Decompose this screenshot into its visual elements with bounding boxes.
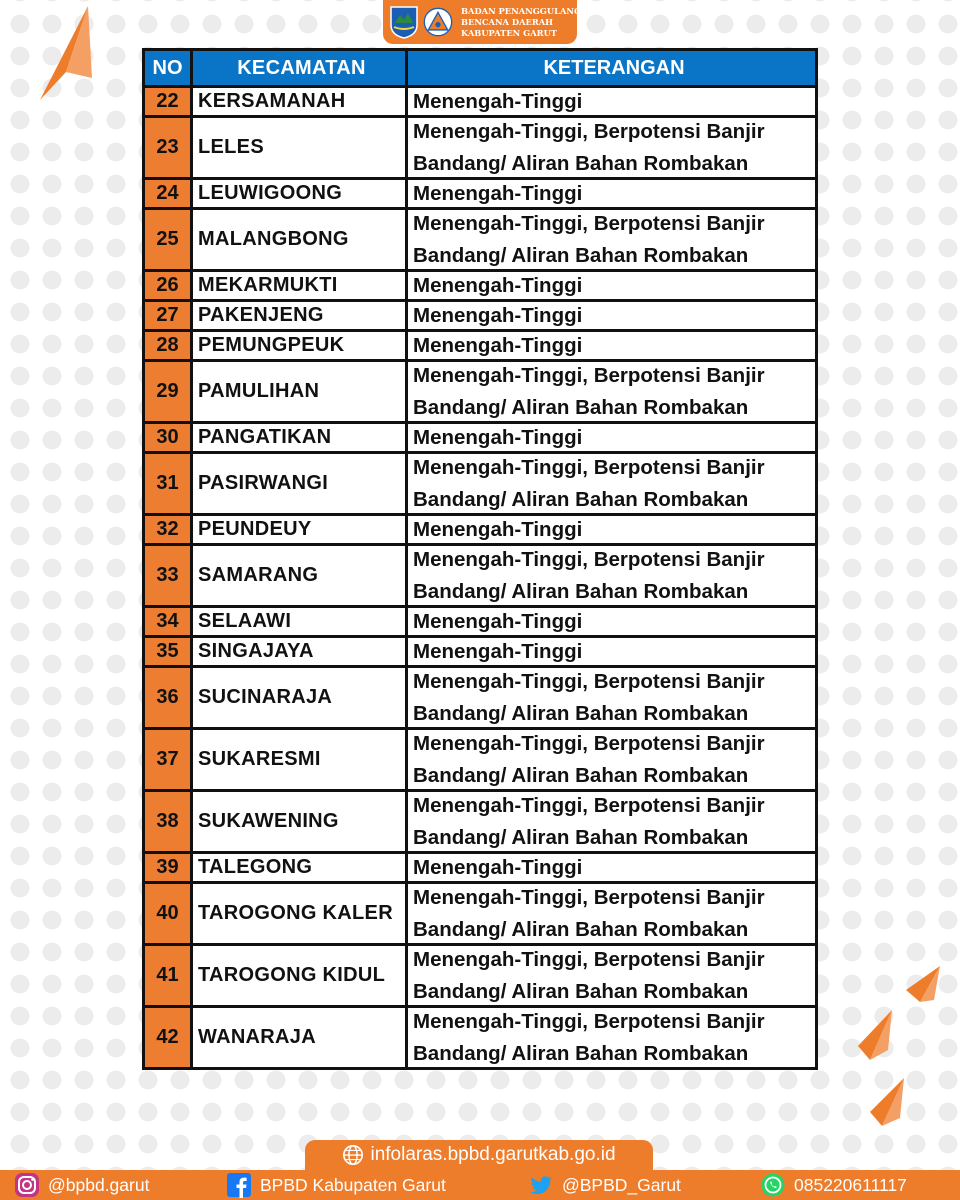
row-number: 29 <box>145 362 193 421</box>
risk-description <box>408 638 815 665</box>
risk-description-line: Bandang/ Aliran Bahan Rombakan <box>413 487 749 511</box>
risk-description-line: Menengah-Tinggi, Berpotensi Banjir <box>413 547 765 571</box>
table-row <box>145 727 815 789</box>
district-name: WANARAJA <box>193 1008 408 1067</box>
instagram-icon <box>14 1172 40 1198</box>
risk-description-line: Menengah-Tinggi <box>413 333 583 357</box>
risk-description-line: Menengah-Tinggi <box>413 181 583 205</box>
district-name: LELES <box>193 118 408 177</box>
table-row <box>145 513 815 543</box>
risk-description-line: Bandang/ Aliran Bahan Rombakan <box>413 243 749 267</box>
risk-description-line: Bandang/ Aliran Bahan Rombakan <box>413 979 749 1003</box>
risk-description <box>408 424 815 451</box>
row-number: 31 <box>145 454 193 513</box>
table-row <box>145 421 815 451</box>
risk-description-line: Menengah-Tinggi, Berpotensi Banjir <box>413 211 765 235</box>
row-number: 36 <box>145 668 193 727</box>
district-name: MALANGBONG <box>193 210 408 269</box>
district-name: MEKARMUKTI <box>193 272 408 299</box>
district-name: SUKAWENING <box>193 792 408 851</box>
twitter-handle: @BPBD_Garut <box>562 1174 681 1195</box>
risk-description-line: Menengah-Tinggi <box>413 855 583 879</box>
district-name: SUKARESMI <box>193 730 408 789</box>
row-number: 42 <box>145 1008 193 1067</box>
district-name: PEMUNGPEUK <box>193 332 408 359</box>
risk-description-line: Menengah-Tinggi, Berpotensi Banjir <box>413 119 765 143</box>
risk-description-line: Menengah-Tinggi, Berpotensi Banjir <box>413 731 765 755</box>
row-number: 34 <box>145 608 193 635</box>
risk-description-line: Menengah-Tinggi <box>413 89 583 113</box>
risk-description-line: Menengah-Tinggi <box>413 517 583 541</box>
website-url: infolaras.bpbd.garutkab.go.id <box>370 1144 616 1165</box>
district-name: SINGAJAYA <box>193 638 408 665</box>
risk-description-line: Bandang/ Aliran Bahan Rombakan <box>413 151 749 175</box>
twitter-bird-icon <box>528 1172 554 1198</box>
risk-description-line: Bandang/ Aliran Bahan Rombakan <box>413 825 749 849</box>
risk-description <box>408 362 815 421</box>
whatsapp-number: 085220611117 <box>794 1174 907 1195</box>
risk-description-line: Menengah-Tinggi <box>413 425 583 449</box>
instagram-link[interactable] <box>14 1172 149 1198</box>
risk-description <box>408 792 815 851</box>
globe-icon <box>342 1144 364 1166</box>
row-number: 39 <box>145 854 193 881</box>
row-number: 32 <box>145 516 193 543</box>
agency-name <box>461 6 595 39</box>
table-row <box>145 881 815 943</box>
risk-description <box>408 332 815 359</box>
row-number: 28 <box>145 332 193 359</box>
table-row <box>145 789 815 851</box>
table-row <box>145 177 815 207</box>
row-number: 37 <box>145 730 193 789</box>
orange-shard-decoration-bottom-right <box>848 960 948 1140</box>
district-name: SAMARANG <box>193 546 408 605</box>
facebook-icon <box>226 1172 252 1198</box>
risk-description-line: Menengah-Tinggi, Berpotensi Banjir <box>413 363 765 387</box>
row-number: 35 <box>145 638 193 665</box>
risk-description-line: Bandang/ Aliran Bahan Rombakan <box>413 701 749 725</box>
table-row <box>145 543 815 605</box>
whatsapp-icon <box>760 1172 786 1198</box>
district-name: TALEGONG <box>193 854 408 881</box>
risk-description <box>408 546 815 605</box>
agency-header-badge <box>383 0 596 44</box>
agency-line-2: BENCANA DAERAH <box>461 16 553 27</box>
district-risk-table <box>142 48 818 1070</box>
risk-description <box>408 210 815 269</box>
risk-description <box>408 516 815 543</box>
district-name: PEUNDEUY <box>193 516 408 543</box>
district-name: SELAAWI <box>193 608 408 635</box>
risk-description <box>408 854 815 881</box>
district-name: TAROGONG KALER <box>193 884 408 943</box>
risk-description <box>408 302 815 329</box>
instagram-handle: @bpbd.garut <box>48 1174 150 1195</box>
agency-line-1: BADAN PENANGGULANGAN <box>461 5 596 16</box>
table-row <box>145 329 815 359</box>
table-row <box>145 851 815 881</box>
district-name: SUCINARAJA <box>193 668 408 727</box>
table-row <box>145 269 815 299</box>
risk-description-line: Menengah-Tinggi, Berpotensi Banjir <box>413 455 765 479</box>
district-name: PANGATIKAN <box>193 424 408 451</box>
risk-description-line: Bandang/ Aliran Bahan Rombakan <box>413 917 749 941</box>
column-header-keterangan: KETERANGAN <box>408 51 815 85</box>
twitter-link[interactable] <box>528 1172 681 1198</box>
row-number: 38 <box>145 792 193 851</box>
risk-description <box>408 88 815 115</box>
row-number: 41 <box>145 946 193 1005</box>
row-number: 25 <box>145 210 193 269</box>
row-number: 22 <box>145 88 193 115</box>
risk-description-line: Menengah-Tinggi, Berpotensi Banjir <box>413 793 765 817</box>
risk-description-line: Menengah-Tinggi <box>413 609 583 633</box>
risk-description-line: Menengah-Tinggi, Berpotensi Banjir <box>413 947 765 971</box>
table-header-row <box>145 51 815 85</box>
risk-description <box>408 272 815 299</box>
district-name: LEUWIGOONG <box>193 180 408 207</box>
row-number: 23 <box>145 118 193 177</box>
orange-shard-decoration-top-left <box>30 0 100 110</box>
table-row <box>145 299 815 329</box>
risk-description-line: Bandang/ Aliran Bahan Rombakan <box>413 763 749 787</box>
risk-description <box>408 1008 815 1067</box>
bpbd-emblem-icon <box>423 5 453 39</box>
risk-description-line: Menengah-Tinggi, Berpotensi Banjir <box>413 885 765 909</box>
district-name: KERSAMANAH <box>193 88 408 115</box>
table-row <box>145 359 815 421</box>
garut-regency-emblem-icon <box>389 5 419 39</box>
risk-description <box>408 118 815 177</box>
column-header-no: NO <box>145 51 193 85</box>
table-row <box>145 635 815 665</box>
risk-description <box>408 730 815 789</box>
risk-description <box>408 180 815 207</box>
risk-description <box>408 668 815 727</box>
row-number: 26 <box>145 272 193 299</box>
website-pill[interactable] <box>305 1140 653 1170</box>
risk-description-line: Menengah-Tinggi, Berpotensi Banjir <box>413 669 765 693</box>
table-row <box>145 943 815 1005</box>
table-row <box>145 1005 815 1067</box>
table-row <box>145 207 815 269</box>
risk-description-line: Bandang/ Aliran Bahan Rombakan <box>413 579 749 603</box>
column-header-kecamatan: KECAMATAN <box>193 51 408 85</box>
risk-description <box>408 608 815 635</box>
agency-line-3: KABUPATEN GARUT <box>461 27 557 38</box>
district-name: TAROGONG KIDUL <box>193 946 408 1005</box>
row-number: 40 <box>145 884 193 943</box>
risk-description-line: Bandang/ Aliran Bahan Rombakan <box>413 1041 749 1065</box>
table-row <box>145 451 815 513</box>
whatsapp-link[interactable] <box>760 1172 907 1198</box>
district-name: PASIRWANGI <box>193 454 408 513</box>
row-number: 27 <box>145 302 193 329</box>
district-name: PAKENJENG <box>193 302 408 329</box>
table-row <box>145 85 815 115</box>
risk-description <box>408 454 815 513</box>
risk-description-line: Menengah-Tinggi <box>413 273 583 297</box>
district-name: PAMULIHAN <box>193 362 408 421</box>
risk-description <box>408 884 815 943</box>
risk-description <box>408 946 815 1005</box>
risk-description-line: Bandang/ Aliran Bahan Rombakan <box>413 395 749 419</box>
table-row <box>145 115 815 177</box>
row-number: 30 <box>145 424 193 451</box>
social-footer-bar <box>0 1170 960 1200</box>
risk-description-line: Menengah-Tinggi <box>413 639 583 663</box>
facebook-page: BPBD Kabupaten Garut <box>260 1174 446 1195</box>
facebook-link[interactable] <box>226 1172 446 1198</box>
row-number: 24 <box>145 180 193 207</box>
risk-description-line: Menengah-Tinggi <box>413 303 583 327</box>
table-row <box>145 605 815 635</box>
table-row <box>145 665 815 727</box>
row-number: 33 <box>145 546 193 605</box>
risk-description-line: Menengah-Tinggi, Berpotensi Banjir <box>413 1009 765 1033</box>
